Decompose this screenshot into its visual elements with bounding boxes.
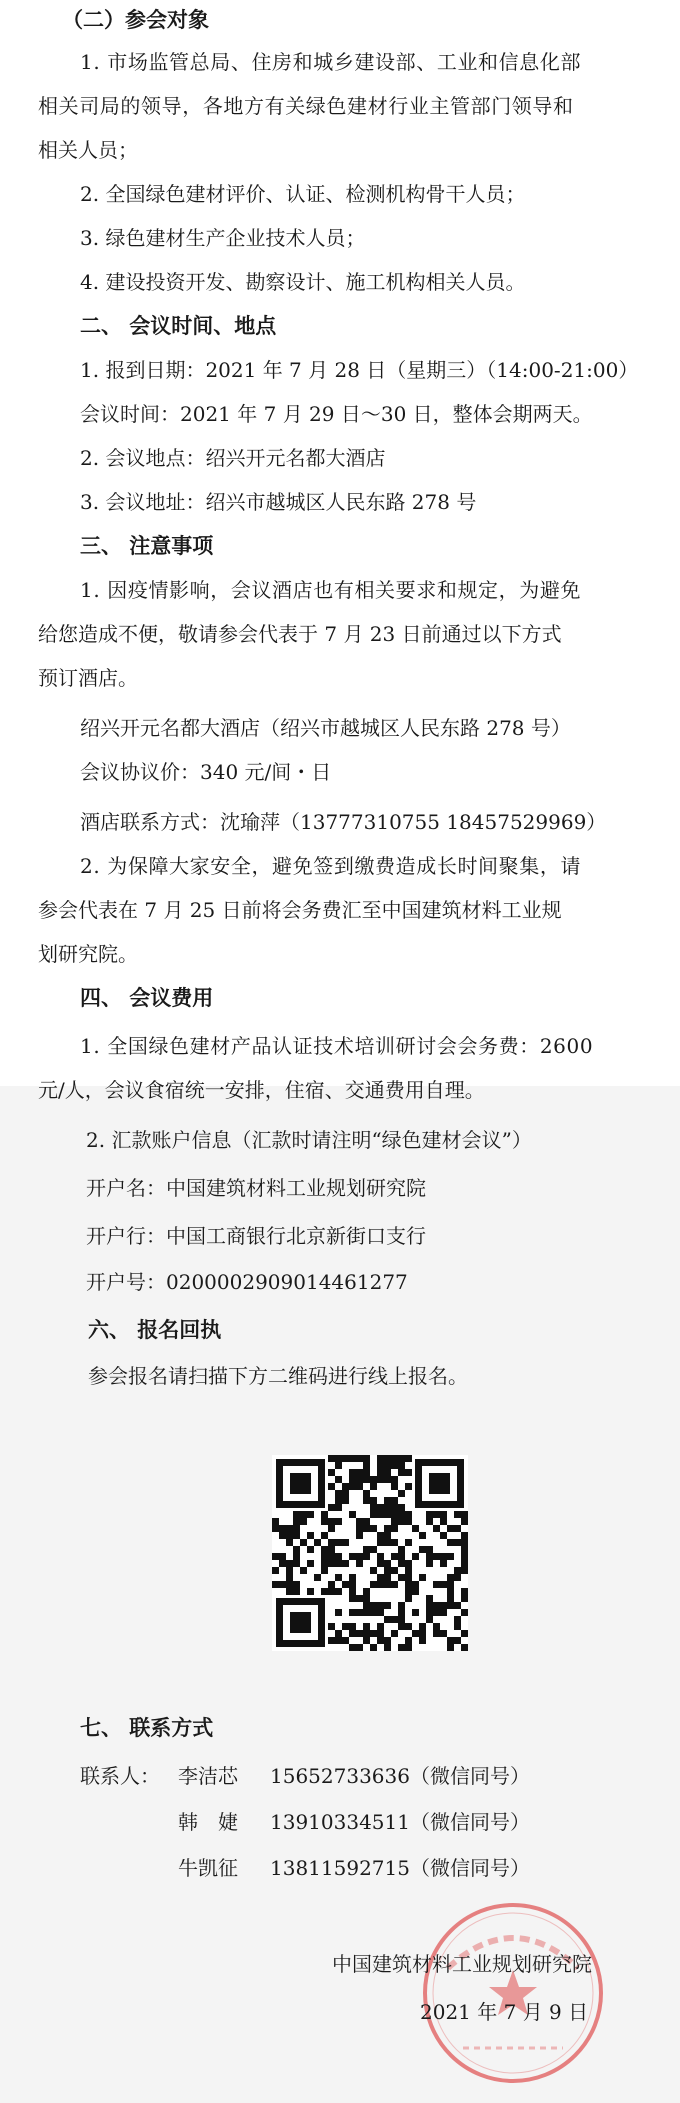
contact-phone: 13910334511（微信同号）	[270, 1810, 530, 1834]
fee-line2: 元/人，会议食宿统一安排，住宿、交通费用自理。	[38, 1078, 485, 1102]
heading-time-place: 二、 会议时间、地点	[80, 314, 277, 338]
contact-name: 李洁芯	[178, 1764, 238, 1788]
hotel-name: 绍兴开元名都大酒店（绍兴市越城区人民东路 278 号）	[80, 716, 571, 740]
account-bank: 开户行：中国工商银行北京新街口支行	[86, 1224, 426, 1248]
note2-line2: 参会代表在 7 月 25 日前将会务费汇至中国建筑材料工业规	[38, 898, 562, 922]
qr-code-icon[interactable]	[272, 1455, 468, 1651]
checkin-date: 1. 报到日期：2021 年 7 月 28 日（星期三）（14:00-21:00）	[80, 358, 639, 382]
contact-phone: 13811592715（微信同号）	[270, 1856, 530, 1880]
participants-item1-line3: 相关人员；	[38, 138, 138, 162]
participants-item3: 3. 绿色建材生产企业技术人员；	[80, 226, 366, 250]
note1-line3: 预订酒店。	[38, 666, 138, 690]
heading-register: 六、 报名回执	[88, 1318, 222, 1342]
heading-notes: 三、 注意事项	[80, 534, 214, 558]
contact-name: 牛凯征	[178, 1856, 238, 1880]
note1-line2: 给您造成不便，敬请参会代表于 7 月 23 日前通过以下方式	[38, 622, 562, 646]
meeting-time: 会议时间：2021 年 7 月 29 日～30 日，整体会期两天。	[80, 402, 593, 426]
account-name: 开户名：中国建筑材料工业规划研究院	[86, 1176, 426, 1200]
heading-fees: 四、 会议费用	[80, 986, 214, 1010]
heading-participants: （二）参会对象	[62, 8, 209, 32]
heading-contact: 七、 联系方式	[80, 1716, 214, 1740]
official-seal-icon	[418, 1898, 608, 2088]
signature-organization: 中国建筑材料工业规划研究院	[332, 1952, 592, 1976]
note1-line1: 1. 因疫情影响，会议酒店也有相关要求和规定，为避免	[80, 578, 582, 602]
register-instruction: 参会报名请扫描下方二维码进行线上报名。	[88, 1364, 468, 1388]
participants-item4: 4. 建设投资开发、勘察设计、施工机构相关人员。	[80, 270, 526, 294]
participants-item1-line2: 相关司局的领导，各地方有关绿色建材行业主管部门领导和	[38, 94, 574, 118]
hotel-price: 会议协议价：340 元/间・日	[80, 760, 332, 784]
meeting-venue: 2. 会议地点：绍兴开元名都大酒店	[80, 446, 386, 470]
account-info: 2. 汇款账户信息（汇款时请注明“绿色建材会议”）	[86, 1128, 532, 1152]
fee-line1: 1. 全国绿色建材产品认证技术培训研讨会会务费：2600	[80, 1034, 594, 1058]
contact-phone: 15652733636（微信同号）	[270, 1764, 530, 1788]
signature-date: 2021 年 7 月 9 日	[420, 2000, 589, 2024]
note2-line3: 划研究院。	[38, 942, 138, 966]
note2-line1: 2. 为保障大家安全，避免签到缴费造成长时间聚集，请	[80, 854, 582, 878]
meeting-address: 3. 会议地址：绍兴市越城区人民东路 278 号	[80, 490, 477, 514]
participants-item2: 2. 全国绿色建材评价、认证、检测机构骨干人员；	[80, 182, 526, 206]
participants-item1-line1: 1. 市场监管总局、住房和城乡建设部、工业和信息化部	[80, 50, 582, 74]
account-number: 开户号：0200002909014461277	[86, 1270, 408, 1294]
contact-name: 韩 婕	[178, 1810, 238, 1834]
contact-label: 联系人：	[80, 1764, 160, 1788]
hotel-contact: 酒店联系方式：沈瑜萍（13777310755 18457529969）	[80, 810, 607, 834]
